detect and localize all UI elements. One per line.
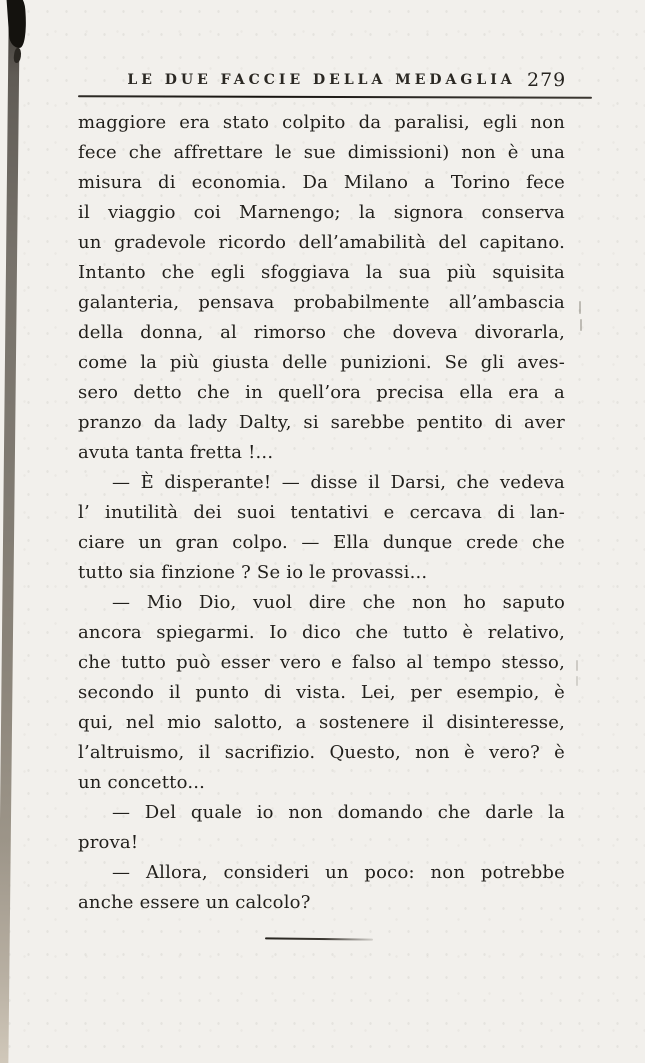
text-line: — Mio Dio, vuol dire che non ho saputo xyxy=(112,592,565,613)
text-line: ancora spiegarmi. Io dico che tutto è relativo, xyxy=(78,622,565,643)
text-line: l’ inutilità dei suoi tentativi e cercava di lan- xyxy=(78,502,565,523)
text-line: l’altruismo, il sacrifizio. Questo, non è vero? è xyxy=(78,742,565,763)
scan-artifact xyxy=(576,676,578,686)
header-rule xyxy=(78,95,592,99)
text-line: anche essere un calcolo? xyxy=(78,892,311,913)
text-line: il viaggio coi Marnengo; la signora conserva xyxy=(78,202,565,223)
text-line: galanteria, pensava probabilmente all’ambascia xyxy=(78,292,565,313)
text-line: prova! xyxy=(78,832,139,853)
text-line: maggiore era stato colpito da paralisi, egli non xyxy=(78,112,565,133)
running-title: LE DUE FACCIE DELLA MEDAGLIA xyxy=(127,72,516,88)
page-number: 279 xyxy=(527,69,567,91)
text-line: un concetto... xyxy=(78,772,206,793)
spine-tear-mark xyxy=(6,0,28,49)
text-line: tutto sia finzione ? Se io le provassi... xyxy=(78,562,428,583)
spine-notch-mark xyxy=(13,48,22,64)
body-text xyxy=(78,108,565,918)
text-line: secondo il punto di vista. Lei, per esempio, è xyxy=(78,682,565,703)
scan-artifact xyxy=(580,319,582,331)
text-line: fece che affrettare le sue dimissioni) non è una xyxy=(78,142,565,163)
scan-artifact xyxy=(576,660,578,671)
text-line: come la più giusta delle punizioni. Se gli aves- xyxy=(78,352,565,373)
spine-shadow xyxy=(0,0,20,1063)
text-line: — È disperante! — disse il Darsi, che vedeva xyxy=(112,472,565,493)
scan-artifact xyxy=(579,301,581,314)
text-line: sero detto che in quell’ora precisa ella era a xyxy=(78,382,565,403)
text-line: — Del quale io non domando che darle la xyxy=(112,802,565,823)
text-line: misura di economia. Da Milano a Torino fece xyxy=(78,172,565,193)
text-line: avuta tanta fretta !... xyxy=(78,442,274,463)
text-line: che tutto può esser vero e falso al tempo stesso, xyxy=(78,652,565,673)
text-line: qui, nel mio salotto, a sostenere il disinteresse, xyxy=(78,712,565,733)
section-divider-rule xyxy=(265,937,373,940)
text-line: un gradevole ricordo dell’amabilità del capitano. xyxy=(78,232,565,253)
text-line: ciare un gran colpo. — Ella dunque crede che xyxy=(78,532,565,553)
text-line: della donna, al rimorso che doveva divorarla, xyxy=(78,322,565,343)
text-line: pranzo da lady Dalty, si sarebbe pentito di aver xyxy=(78,412,565,433)
text-line: Intanto che egli sfoggiava la sua più squisita xyxy=(78,262,565,283)
text-line: — Allora, consideri un poco: non potrebbe xyxy=(112,862,565,883)
